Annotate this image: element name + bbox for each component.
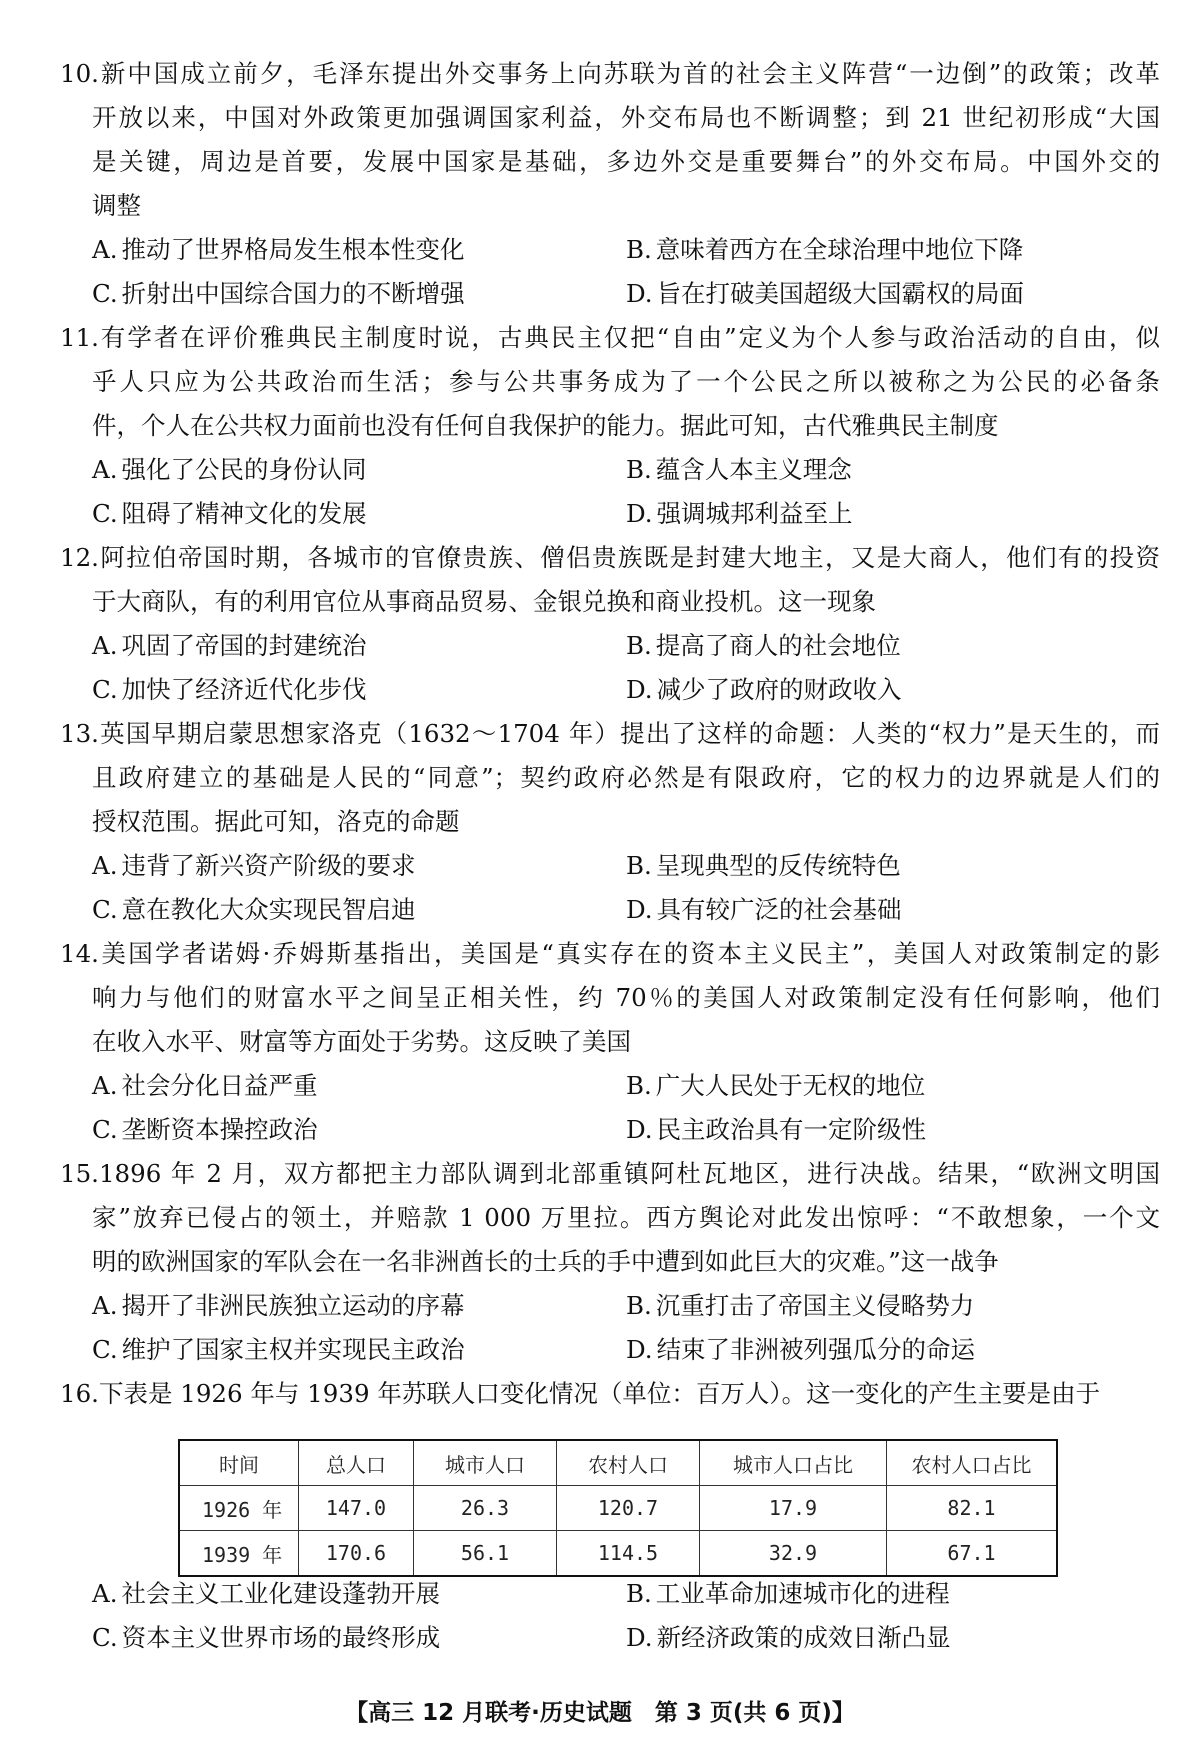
table-cell: 56.1 xyxy=(414,1531,557,1577)
table-cell: 26.3 xyxy=(414,1486,557,1531)
table-cell: 147.0 xyxy=(299,1486,414,1531)
stem-line: 乎人只应为公共政治而生活；参与公共事务成为了一个公民之所以被称之为公民的必备条 xyxy=(92,367,1160,396)
option-c[interactable]: C. 意在教化大众实现民智启迪 xyxy=(92,895,416,924)
option-c[interactable]: C. 加快了经济近代化步伐 xyxy=(92,675,367,704)
column-header: 农村人口 xyxy=(557,1440,700,1486)
stem-line: 件，个人在公共权力面前也没有任何自我保护的能力。据此可知，古代雅典民主制度 xyxy=(92,411,999,440)
table-cell: 67.1 xyxy=(887,1531,1058,1577)
column-header: 城市人口 xyxy=(414,1440,557,1486)
option-b[interactable]: B. 广大人民处于无权的地位 xyxy=(626,1071,926,1100)
options xyxy=(60,624,1160,712)
option-a[interactable]: A. 违背了新兴资产阶级的要求 xyxy=(92,851,416,880)
question-14 xyxy=(60,932,1160,1152)
column-header: 城市人口占比 xyxy=(700,1440,887,1486)
table-cell: 120.7 xyxy=(557,1486,700,1531)
option-b[interactable]: B. 沉重打击了帝国主义侵略势力 xyxy=(626,1291,975,1320)
table-cell: 17.9 xyxy=(700,1486,887,1531)
question-stem xyxy=(60,712,1160,844)
table-header-row xyxy=(179,1440,1057,1486)
question-stem xyxy=(60,932,1160,1064)
column-header: 时间 xyxy=(179,1440,299,1486)
option-c[interactable]: C. 资本主义世界市场的最终形成 xyxy=(92,1623,441,1652)
table-row xyxy=(179,1486,1057,1531)
question-stem xyxy=(60,52,1160,228)
stem-line: 于大商队，有的利用官位从事商品贸易、金银兑换和商业投机。这一现象 xyxy=(92,587,876,616)
option-c[interactable]: C. 维护了国家主权并实现民主政治 xyxy=(92,1335,465,1364)
option-a[interactable]: A. 巩固了帝国的封建统治 xyxy=(92,631,367,660)
stem-line: 是关键，周边是首要，发展中国家是基础，多边外交是重要舞台”的外交布局。中国外交的 xyxy=(92,147,1160,176)
option-b[interactable]: B. 呈现典型的反传统特色 xyxy=(626,851,901,880)
question-16 xyxy=(60,1372,1160,1416)
table-cell: 82.1 xyxy=(887,1486,1058,1531)
option-a[interactable]: A. 社会主义工业化建设蓬勃开展 xyxy=(92,1579,440,1608)
stem-line: 11.有学者在评价雅典民主制度时说，古典民主仅把“自由”定义为个人参与政治活动的自由，似 xyxy=(60,323,1160,352)
stem-line: 授权范围。据此可知，洛克的命题 xyxy=(92,807,460,836)
question-stem xyxy=(60,1372,1160,1416)
options xyxy=(60,1064,1160,1152)
option-d[interactable]: D. 结束了非洲被列强瓜分的命运 xyxy=(626,1335,976,1364)
option-b[interactable]: B. 意味着西方在全球治理中地位下降 xyxy=(626,235,1024,264)
column-header: 农村人口占比 xyxy=(887,1440,1058,1486)
options xyxy=(60,1284,1160,1372)
option-c[interactable]: C. 折射出中国综合国力的不断增强 xyxy=(92,279,465,308)
stem-line: 开放以来，中国对外政策更加强调国家利益，外交布局也不断调整；到 21 世纪初形成“大国 xyxy=(92,103,1160,132)
question-stem xyxy=(60,316,1160,448)
table-cell: 114.5 xyxy=(557,1531,700,1577)
stem-line: 10.新中国成立前夕，毛泽东提出外交事务上向苏联为首的社会主义阵营“一边倒”的政策；改革 xyxy=(60,59,1160,88)
question-12 xyxy=(60,536,1160,712)
option-b[interactable]: B. 工业革命加速城市化的进程 xyxy=(626,1579,950,1608)
stem-line: 14.美国学者诺姆·乔姆斯基指出，美国是“真实存在的资本主义民主”，美国人对政策制定的影 xyxy=(60,939,1160,968)
column-header: 总人口 xyxy=(299,1440,414,1486)
stem-line: 且政府建立的基础是人民的“同意”；契约政府必然是有限政府，它的权力的边界就是人们的 xyxy=(92,763,1160,792)
option-a[interactable]: A. 揭开了非洲民族独立运动的序幕 xyxy=(92,1291,465,1320)
question-13 xyxy=(60,712,1160,932)
options xyxy=(60,448,1160,536)
page-footer: 【高三 12 月联考·历史试题 第 3 页(共 6 页)】 xyxy=(345,1700,855,1726)
question-stem xyxy=(60,536,1160,624)
option-c[interactable]: C. 阻碍了精神文化的发展 xyxy=(92,499,367,528)
stem-line: 家”放弃已侵占的领土，并赔款 1 000 万里拉。西方舆论对此发出惊呼：“不敢想象，一个文 xyxy=(92,1203,1160,1232)
option-a[interactable]: A. 推动了世界格局发生根本性变化 xyxy=(92,235,465,264)
population-table xyxy=(178,1439,1058,1577)
option-d[interactable]: D. 减少了政府的财政收入 xyxy=(626,675,902,704)
option-c[interactable]: C. 垄断资本操控政治 xyxy=(92,1115,318,1144)
table-cell: 170.6 xyxy=(299,1531,414,1577)
table-cell: 1926 年 xyxy=(179,1486,299,1531)
stem-line: 在收入水平、财富等方面处于劣势。这反映了美国 xyxy=(92,1027,631,1056)
table-row xyxy=(179,1531,1057,1577)
stem-line: 调整 xyxy=(92,191,141,220)
options xyxy=(60,228,1160,316)
question-10 xyxy=(60,52,1160,316)
stem-line: 16.下表是 1926 年与 1939 年苏联人口变化情况（单位：百万人）。这一变化的产生主要是由于 xyxy=(60,1379,1101,1408)
stem-line: 13.英国早期启蒙思想家洛克（1632～1704 年）提出了这样的命题：人类的“权力”是天生的，而 xyxy=(60,719,1160,748)
stem-line: 明的欧洲国家的军队会在一名非洲酋长的士兵的手中遭到如此巨大的灾难。”这一战争 xyxy=(92,1247,999,1276)
question-stem xyxy=(60,1152,1160,1284)
option-b[interactable]: B. 提高了商人的社会地位 xyxy=(626,631,901,660)
option-d[interactable]: D. 具有较广泛的社会基础 xyxy=(626,895,902,924)
option-d[interactable]: D. 旨在打破美国超级大国霸权的局面 xyxy=(626,279,1025,308)
stem-line: 15.1896 年 2 月，双方都把主力部队调到北部重镇阿杜瓦地区，进行决战。结果，“欧洲文明国 xyxy=(60,1159,1160,1188)
option-d[interactable]: D. 民主政治具有一定阶级性 xyxy=(626,1115,927,1144)
table-cell: 32.9 xyxy=(700,1531,887,1577)
stem-line: 12.阿拉伯帝国时期，各城市的官僚贵族、僧侣贵族既是封建大地主，又是大商人，他们有的投资 xyxy=(60,543,1160,572)
options xyxy=(60,844,1160,932)
option-b[interactable]: B. 蕴含人本主义理念 xyxy=(626,455,852,484)
question-15 xyxy=(60,1152,1160,1372)
option-a[interactable]: A. 强化了公民的身份认同 xyxy=(92,455,367,484)
stem-line: 响力与他们的财富水平之间呈正相关性，约 70％的美国人对政策制定没有任何影响，他们 xyxy=(92,983,1160,1012)
option-a[interactable]: A. 社会分化日益严重 xyxy=(92,1071,318,1100)
options xyxy=(60,1572,1160,1660)
question-11 xyxy=(60,316,1160,536)
question-16-options xyxy=(60,1572,1160,1660)
option-d[interactable]: D. 强调城邦利益至上 xyxy=(626,499,853,528)
option-d[interactable]: D. 新经济政策的成效日渐凸显 xyxy=(626,1623,951,1652)
table-cell: 1939 年 xyxy=(179,1531,299,1577)
